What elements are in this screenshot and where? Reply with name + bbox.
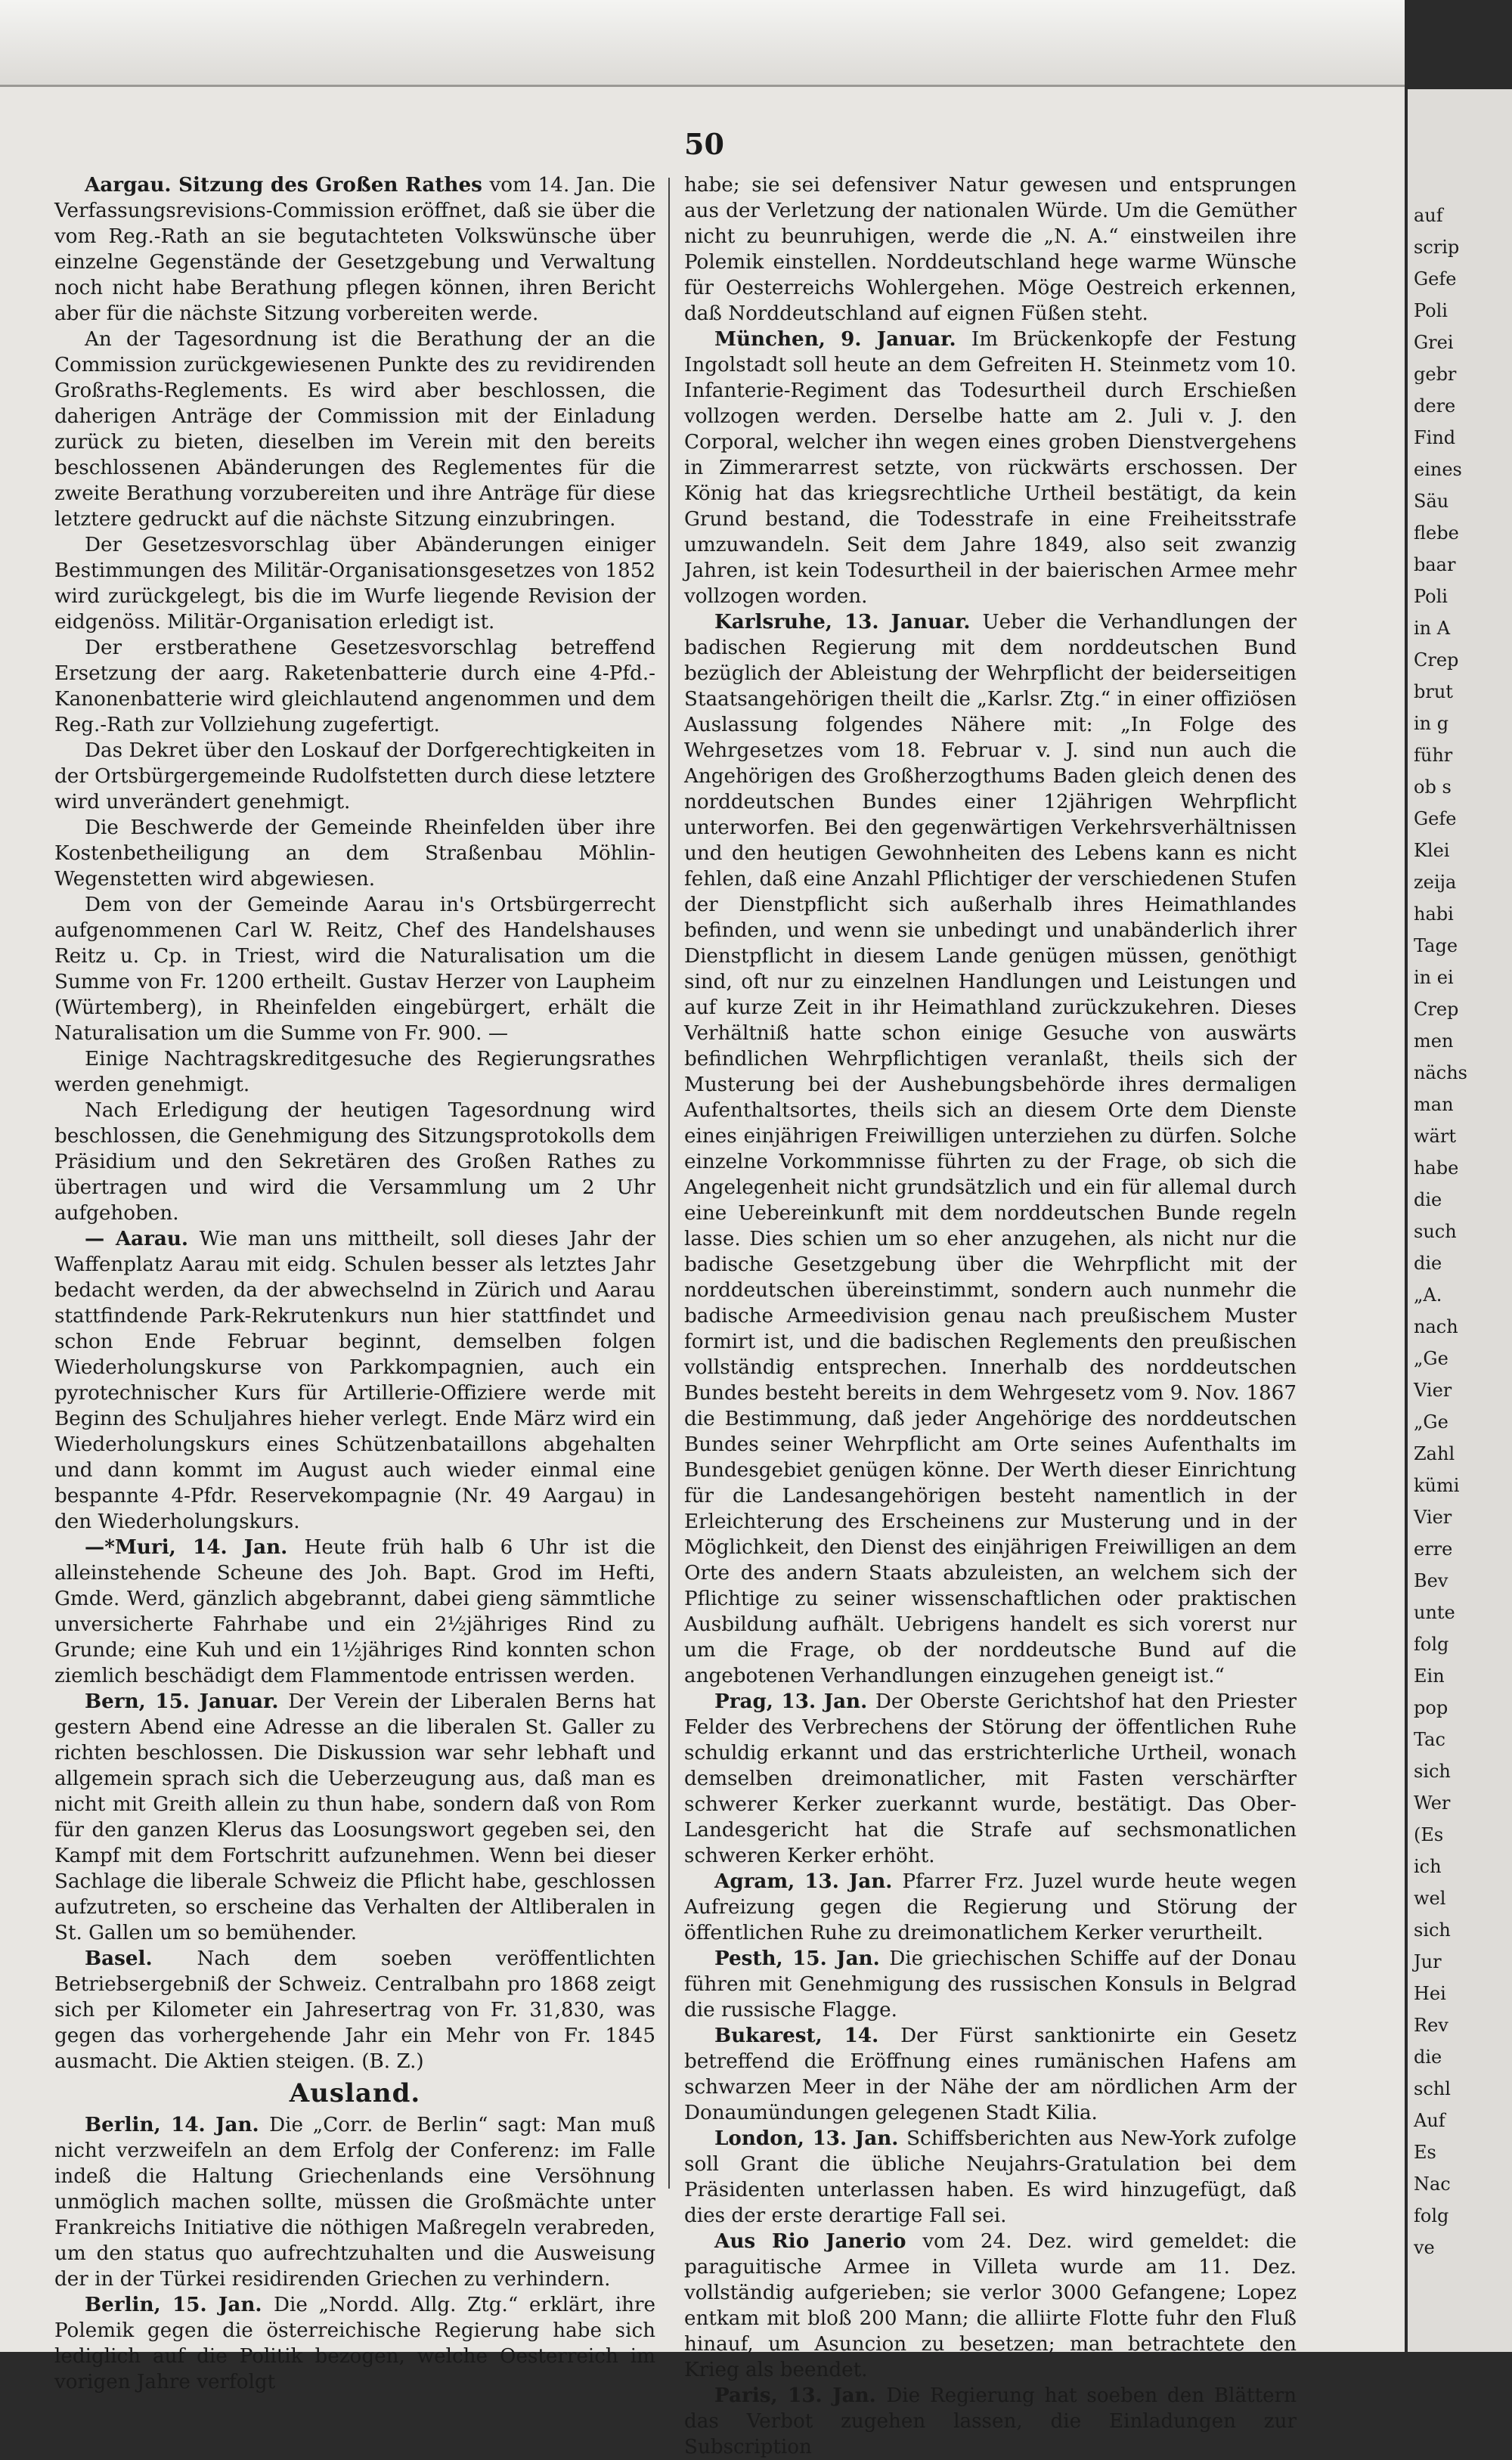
next-page-fragment: Nac (1414, 2173, 1451, 2195)
next-page-fragment: Rev (1414, 2015, 1448, 2036)
article-dateline: Basel. (85, 1947, 197, 1970)
article-paragraph (684, 2383, 1297, 2460)
next-page-fragment: folg (1414, 1634, 1449, 1655)
article-paragraph (54, 815, 655, 892)
article-text: Ueber die Verhandlungen der badischen Regierung mit dem norddeutschen Bund bezüglich der Ableistung der Wehrpflicht der beiderseitigen Staatsangehörigen theilt die „Karlsr. Ztg.“ in einer offiziösen Auslassung folgendes Nähere mit: „In Folge des Wehrgesetzes vom 18. Februar v. J. sind nun auch die Angehörigen des Großherzogthums Baden gleich denen des norddeutschen Bundes einer 12jährigen Wehrpflicht unterworfen. Bei den gegenwärtigen Verkehrsverhältnissen und den heutigen Gewohnheiten des Lebens kann es nicht fehlen, daß eine Anzahl Pflichtiger der verschiedenen Stufen der Dienstpflicht sich außerhalb ihres Heimathlandes befinden, und wenn sie unbedingt und unabänderlich ihrer Dienstpflicht in diesem Lande genügen müssen, genöthigt sind, oft nur zu einzelnen Handlungen und Leistungen und auf kurze Zeit in ihr Heimathland zurückzukehren. Dieses Verhältniß hatte schon einige Gesuche von auswärts befindlichen Wehrpflichtigen veranlaßt, theils sich der Musterung bei der Aushebungsbehörde ihres dermaligen Aufenthaltsortes, theils sich an diesem Orte dem Dienste eines einjährigen Freiwilligen unterziehen zu dürfen. Solche einzelne Vorkommnisse führten zu der Frage, ob sich die Angelegenheit nicht grundsätzlich und ein für allemal durch eine Uebereinkunft mit dem norddeutschen Bunde regeln lasse. Dies schien um so eher anzugehen, als nicht nur die badische Gesetzgebung über die Wehrpflicht mit der norddeutschen übereinstimmt, sondern auch nunmehr die badische Armeedivision genau nach preußischem Muster formirt ist, und die badischen Reglements den preußischen vollständig entsprechen. Innerhalb des norddeutschen Bundes besteht bereits in dem Wehrgesetz vom 9. Nov. 1867 die Bestimmung, daß jeder Angehörige des norddeutschen Bundes seiner Wehrpflicht am Orte seines Aufenthalts im Bundesgebiet genügen könne. Der Werth dieser Einrichtung für die Landesangehörigen besteht namentlich in der Erleichterung des Erscheinens zur Musterung und in der Möglichkeit, den Dienst des einjährigen Freiwilligen an dem Orte des andern Staats abzuleisten, an welchem sich der Pflichtige zu seiner wissenschaftlichen oder praktischen Ausbildung aufhält. Uebrigens handelt es sich vorerst nur um die Frage, ob der norddeutsche Bund auf die angebotenen Verhandlungen einzugehen geneigt ist.“ (684, 611, 1297, 1687)
next-page-fragment: nächs (1414, 1062, 1467, 1083)
left-column (54, 172, 655, 2395)
next-page-fragment: folg (1414, 2205, 1449, 2226)
article-paragraph (684, 172, 1297, 327)
next-page-fragment: die (1414, 1253, 1442, 1274)
next-page-fragment: unte (1414, 1602, 1455, 1623)
article-dateline: Agram, 13. Jan. (714, 1870, 903, 1893)
article-text: Pfarrer Frz. Juzel wurde heute wegen Aufreizung gegen die Regierung und Störung der öffentlichen Ruhe zu dreimonatlichem Kerker verurtheilt. (684, 1870, 1297, 1944)
article-paragraph (684, 2023, 1297, 2126)
next-page-fragment: Vier (1414, 1507, 1452, 1528)
article-text: Die Regierung hat soeben den Blättern das Verbot zugehen lassen, die Einladungen zur Subscription (684, 2384, 1297, 2458)
next-page-fragment: pop (1414, 1697, 1448, 1718)
article-text: Wie man uns mittheilt, soll dieses Jahr der Waffenplatz Aarau mit eidg. Schulen besser als letztes Jahr bedacht werden, da der abwechselnd in Zürich und Aarau stattfindende Park-Rekrutenkurs nun hier stattfindet und schon Ende Februar beginnt, demselben folgen Wiederholungskurse von Parkkompagnien, auch ein pyrotechnischer Kurs für Artillerie-Offiziere werde mit Beginn des Schuljahres hieher verlegt. Ende März wird ein Wiederholungskurs eines Schützenbataillons abgehalten und dann kommt im August auch wieder einmal eine bespannte 4-Pfdr. Reservekompagnie (Nr. 49 Aargau) in den Wiederholungskurs. (54, 1228, 655, 1533)
article-text: Die griechischen Schiffe auf der Donau führen mit Genehmigung des russischen Konsuls in Belgrad die russische Flagge. (684, 1947, 1297, 2022)
article-text: Der Oberste Gerichtshof hat den Priester Felder des Verbrechens der Störung der öffentlichen Ruhe schuldig erkannt und das erstrichterliche Urtheil, wonach demselben dreimonatlicher, mit Fasten verschärfter schwerer Kerker zuerkannt wurde, bestätigt. Das Ober-Landesgericht hat die Strafe auf sechsmonatlichen schweren Kerker erhöht. (684, 1690, 1297, 1867)
next-page-fragment: Vier (1414, 1380, 1452, 1401)
article-paragraph (54, 2292, 655, 2395)
next-page-fragment: zeija (1414, 872, 1457, 893)
article-dateline: Berlin, 15. Jan. (85, 2293, 274, 2316)
next-page-fragment: ob s (1414, 776, 1452, 798)
article-dateline: Paris, 13. Jan. (714, 2384, 887, 2407)
article-paragraph (54, 892, 655, 1046)
article-dateline: Bern, 15. Januar. (85, 1690, 289, 1713)
article-dateline: Prag, 13. Jan. (714, 1690, 875, 1713)
next-page-fragment: flebe (1414, 522, 1459, 544)
scan-top-margin (0, 0, 1405, 87)
next-page-fragment: Tac (1414, 1729, 1445, 1750)
next-page-fragment: die (1414, 1189, 1442, 1210)
article-text: Dem von der Gemeinde Aarau in's Ortsbürgerrecht aufgenommenen Carl W. Reitz, Chef des Handelshauses Reitz u. Cp. in Triest, wird die Naturalisation um die Summe von Fr. 1200 ertheilt. Gustav Herzer von Laupheim (Würtemberg), in Rheinfelden eingebürgert, erhält die Naturalisation um die Summe von Fr. 900. — (54, 894, 655, 1045)
article-text: An der Tagesordnung ist die Berathung der an die Commission zurückgewiesenen Punkte des zu revidirenden Großraths-Reglements. Es wird aber beschlossen, die daherigen Anträge der Commission mit der Einladung zurück zu bieten, dieselben im Verein mit den bereits beschlossenen Abänderungen des Reglementes für die zweite Berathung vorzubereiten und ihre Anträge für diese letztere gedruckt auf die nächste Sitzung einzubringen. (54, 328, 655, 531)
next-page-fragment: kümi (1414, 1475, 1460, 1496)
next-page-fragment: sich (1414, 1761, 1451, 1782)
next-page-fragment: Gefe (1414, 268, 1457, 290)
next-page-fragment: Klei (1414, 840, 1450, 861)
next-page-fragment: scrip (1414, 237, 1460, 258)
next-page-fragment: Grei (1414, 332, 1454, 353)
article-dateline: München, 9. Januar. (714, 327, 971, 351)
article-subhead: Sitzung des Großen Rathes (178, 173, 490, 197)
article-paragraph (54, 738, 655, 815)
article-paragraph (54, 1535, 655, 1689)
next-page-fragment: Tage (1414, 935, 1458, 956)
article-paragraph (54, 1946, 655, 2074)
next-page-fragment: auf (1414, 205, 1443, 226)
right-column (684, 172, 1297, 2460)
article-paragraph (684, 2229, 1297, 2383)
article-paragraph (684, 1946, 1297, 2023)
article-dateline: — Aarau. (85, 1227, 200, 1250)
article-dateline: Karlsruhe, 13. Januar. (714, 610, 983, 634)
article-paragraph (54, 327, 655, 532)
page-number: 50 (684, 127, 724, 161)
article-paragraph (54, 1689, 655, 1946)
next-page-fragment: die (1414, 2046, 1442, 2068)
next-page-fragment: Jur (1414, 1951, 1442, 1972)
article-paragraph (54, 1046, 655, 1098)
article-dateline: London, 13. Jan. (714, 2127, 907, 2150)
next-page-fragment: Poli (1414, 300, 1448, 321)
article-paragraph (684, 609, 1297, 1689)
article-text: Nach Erledigung der heutigen Tagesordnung wird beschlossen, die Genehmigung des Sitzungsprotokolls dem Präsidium und den Sekretären des Großen Rathes zu übertragen und wird die Versammlung um 2 Uhr aufgehoben. (54, 1099, 655, 1225)
article-text: Im Brückenkopfe der Festung Ingolstadt soll heute an dem Gefreiten H. Steinmetz vom 10. Infanterie-Regiment das Todesurtheil durch Erschießen vollzogen werden. Derselbe hatte am 2. Juli v. J. den Corporal, welcher ihn wegen eines groben Dienstvergehens in Zimmerarrest setzte, von rückwärts erschossen. Der König hat das kriegsrechtliche Urtheil bestätigt, da kein Grund bestand, die Todesstrafe in eine Freiheitsstrafe umzuwandeln. Seit dem Jahre 1849, also seit zwanzig Jahren, ist kein Todesurtheil in der baierischen Armee mehr vollzogen worden. (684, 328, 1297, 608)
next-page-fragment: in ei (1414, 967, 1454, 988)
next-page-fragment: wärt (1414, 1126, 1456, 1147)
next-page-fragment: Auf (1414, 2110, 1445, 2131)
article-paragraph (684, 1689, 1297, 1869)
article-text: Der erstberathene Gesetzesvorschlag betreffend Ersetzung der aarg. Raketenbatterie durch eine 4-Pfd.-Kanonenbatterie wird gleichlautend angenommen und dem Reg.-Rath zur Vollziehung zugefertigt. (54, 637, 655, 736)
article-text: Der Gesetzesvorschlag über Abänderungen einiger Bestimmungen des Militär-Organisationsgesetzes von 1852 wird zurückgelegt, bis die im Wurfe liegende Revision der eidgenöss. Militär-Organisation erledigt ist. (54, 534, 655, 634)
next-page-fragment: men (1414, 1030, 1454, 1052)
next-page-fragment: Es (1414, 2142, 1436, 2163)
article-paragraph (54, 2112, 655, 2292)
article-text: Einige Nachtragskreditgesuche des Regierungsrathes werden genehmigt. (54, 1048, 655, 1096)
article-text: habe; sie sei defensiver Natur gewesen und entsprungen aus der Verletzung der nationalen Würde. Um die Gemüther nicht zu beunruhigen, werde die „N. A.“ einstweilen ihre Polemik einstellen. Norddeutschland hege warme Wünsche für Oesterreichs Wohlergehen. Möge Oestreich erkennen, daß Norddeutschland auf eignen Füßen steht. (684, 174, 1297, 325)
next-page-fragment: such (1414, 1221, 1457, 1242)
next-page-fragment: gebr (1414, 364, 1457, 385)
article-dateline: Aus Rio Janerio (714, 2229, 923, 2253)
next-page-fragment: Crep (1414, 999, 1459, 1020)
next-page-fragment: dere (1414, 395, 1456, 417)
article-paragraph (684, 327, 1297, 609)
next-page-fragment: Gefe (1414, 808, 1457, 829)
article-text: Heute früh halb 6 Uhr ist die alleinstehende Scheune des Joh. Bapt. Grod im Hefti, Gmde. Werd, gänzlich abgebrannt, dabei gieng sämmtliche unversicherte Fahrhabe und ein 2½jähriges Rind zu Grunde; eine Kuh und ein 1½jähriges Rind konnten schon ziemlich beschädigt dem Flammentode entrissen werden. (54, 1536, 655, 1687)
article-text: Nach dem soeben veröffentlichten Betriebsergebniß der Schweiz. Centralbahn pro 1868 zeigt sich per Kilometer ein Jahresertrag von Fr. 31,830, was gegen das vorhergehende Jahr ein Mehr von Fr. 1845 ausmacht. Die Aktien steigen. (B. Z.) (54, 1947, 655, 2073)
next-page-fragment: (Es (1414, 1824, 1444, 1845)
article-text: Der Fürst sanktionirte ein Gesetz betreffend die Eröffnung eines rumänischen Hafens am schwarzen Meer in der Nähe der am nördlichen Arm der Donaumündungen gelegenen Stadt Kilia. (684, 2025, 1297, 2124)
article-paragraph (54, 1226, 655, 1535)
next-page-fragment: in g (1414, 713, 1449, 734)
next-page-fragment: nach (1414, 1316, 1458, 1337)
next-page-fragment: ve (1414, 2237, 1435, 2258)
article-text: Die „Nordd. Allg. Ztg.“ erklärt, ihre Polemik gegen die österreichische Regierung habe sich lediglich auf die Politik bezogen, welche Oesterreich im vorigen Jahre verfolgt (54, 2294, 655, 2393)
next-page-fragment: schl (1414, 2078, 1451, 2099)
article-paragraph (54, 532, 655, 635)
next-page-fragment: Ein (1414, 1665, 1445, 1687)
next-page-fragment: Zahl (1414, 1443, 1455, 1464)
article-paragraph (684, 2126, 1297, 2229)
article-text: vom 14. Jan. Die Verfassungsrevisions-Commission eröffnet, daß sie über die vom Reg.-Rath an sie begutachteten Volkswünsche über einzelne Gegenstände der Gesetzgebung und Verwaltung noch nicht habe Berathung pflegen können, ihren Bericht aber für die nächste Sitzung vorbereiten werde. (54, 174, 656, 325)
adjacent-page-edge (1408, 89, 1512, 2352)
next-page-fragment: wel (1414, 1888, 1446, 1909)
article-text: Die „Corr. de Berlin“ sagt: Man muß nicht verzweifeln an dem Erfolg der Conferenz: im Falle indeß die Haltung Griechenlands eine Versöhnung unmöglich machen sollte, müssen die Großmächte unter Frankreichs Initiative die nöthigen Maßregeln verabreden, um den status quo aufrechtzuhalten und die Ausweisung der in der Türkei residirenden Griechen zu verhindern. (54, 2114, 655, 2291)
next-page-fragment: „Ge (1414, 1348, 1448, 1369)
article-dateline: —*Muri, 14. Jan. (85, 1535, 305, 1559)
next-page-fragment: baar (1414, 554, 1456, 575)
article-text: Das Dekret über den Loskauf der Dorfgerechtigkeiten in der Ortsbürgergemeinde Rudolfstetten durch diese letztere wird unverändert genehmigt. (54, 739, 655, 813)
article-text: Der Verein der Liberalen Berns hat gestern Abend eine Adresse an die liberalen St. Galler zu richten beschlossen. Die Diskussion war sehr lebhaft und allgemein sprach sich die Ueberzeugung aus, daß man es nicht mit Greith allein zu thun habe, sondern daß von Rom für den ganzen Klerus das Loosungswort gegeben sei, den Kampf mit dem Fortschritt aufzunehmen. Wenn bei dieser Sachlage die liberale Schweiz die Pflicht habe, geschlossen aufzutreten, so erscheine das Verhalten der Altliberalen in St. Gallen um so bemühender. (54, 1690, 656, 1944)
next-page-fragment: Crep (1414, 649, 1459, 671)
next-page-fragment: eines (1414, 459, 1462, 480)
next-page-fragment: Säu (1414, 491, 1449, 512)
article-dateline: Pesth, 15. Jan. (714, 1947, 890, 1970)
next-page-fragment: in A (1414, 618, 1451, 639)
article-paragraph (684, 1869, 1297, 1946)
next-page-fragment: ich (1414, 1856, 1442, 1877)
next-page-fragment: „A. (1414, 1284, 1442, 1306)
next-page-fragment: habi (1414, 903, 1454, 925)
article-text: Die Beschwerde der Gemeinde Rheinfelden über ihre Kostenbetheiligung an dem Straßenbau Möhlin-Wegenstetten wird abgewiesen. (54, 816, 655, 891)
column-divider (668, 178, 670, 2189)
article-paragraph (54, 172, 655, 327)
article-text: vom 24. Dez. wird gemeldet: die paraguitische Armee in Villeta wurde am 11. Dez. vollständig aufgerieben; sie verlor 3000 Gefangene; Lopez entkam mit bloß 200 Mann; die alliirte Flotte fuhr den Fluß hinauf, um Asuncion zu besetzen; man betrachtete den Krieg als beendet. (684, 2230, 1297, 2381)
article-dateline: Bukarest, 14. (714, 2024, 901, 2047)
next-page-fragment: habe (1414, 1157, 1459, 1179)
next-page-fragment: Bev (1414, 1570, 1448, 1591)
next-page-fragment: Find (1414, 427, 1456, 448)
next-page-fragment: Wer (1414, 1792, 1451, 1814)
next-page-fragment: erre (1414, 1538, 1453, 1560)
article-dateline: Aargau. (85, 173, 179, 197)
article-text: Schiffsberichten aus New-York zufolge soll Grant die übliche Neujahrs-Gratulation bei dem Präsidenten unterlassen haben. Es wird hinzugefügt, daß dies der erste derartige Fall sei. (684, 2127, 1297, 2227)
next-page-fragment: „Ge (1414, 1411, 1448, 1433)
next-page-fragment: Poli (1414, 586, 1448, 607)
next-page-fragment: Hei (1414, 1983, 1446, 2004)
next-page-fragment: sich (1414, 1919, 1451, 1941)
next-page-fragment: brut (1414, 681, 1453, 702)
section-heading: Ausland. (289, 2078, 421, 2108)
article-paragraph (54, 635, 655, 738)
article-paragraph (54, 1098, 655, 1226)
next-page-fragment: führ (1414, 745, 1453, 766)
article-dateline: Berlin, 14. Jan. (85, 2113, 270, 2136)
next-page-fragment: man (1414, 1094, 1454, 1115)
